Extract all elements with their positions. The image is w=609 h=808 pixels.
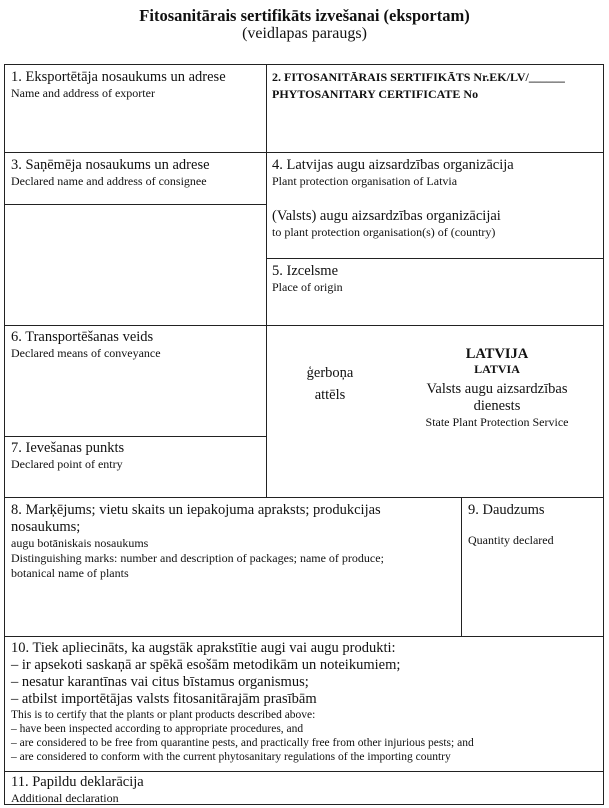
marks-label-lv-3: augu botāniskais nosaukums	[11, 536, 149, 550]
origin-label-lv: 5. Izcelsme	[272, 263, 339, 279]
box-quantity	[468, 502, 601, 548]
box-exporter	[11, 69, 263, 101]
marks-label-en-1: Distinguishing marks: number and description of packages; name of produce;	[11, 551, 384, 565]
marks-label-lv-2: nosaukums;	[11, 519, 81, 535]
exporter-label-en: Name and address of exporter	[11, 86, 155, 100]
additional-label-lv: 11. Papildu deklarācija	[11, 774, 144, 790]
country-name-en: LATVIA	[474, 362, 520, 376]
ppo-label-lv: 4. Latvijas augu aizsardzības organizācija	[272, 157, 514, 173]
certificate-number-lv: 2. FITOSANITĀRAIS SERTIFIKĀTS Nr.EK/LV/______	[272, 70, 565, 84]
box-marks-description	[11, 502, 459, 581]
emblem-line-1: ģerboņa	[306, 365, 354, 381]
service-name-en: State Plant Protection Service	[425, 415, 569, 429]
certification-en-1: This is to certify that the plants or plant products described above:	[11, 709, 316, 721]
emblem-line-2: attēls	[314, 387, 346, 403]
entry-label-en: Declared point of entry	[11, 457, 123, 471]
certification-lv-2: – ir apsekoti saskaņā ar spēkā esošām metodikām un noteikumiem;	[11, 657, 401, 673]
box-conveyance	[11, 329, 263, 361]
box-plant-protection-org	[272, 157, 602, 189]
conveyance-label-lv: 6. Transportēšanas veids	[11, 329, 154, 345]
country-name-lv: LATVIJA	[465, 346, 529, 362]
exporter-label-lv: 1. Eksportētāja nosaukums un adrese	[11, 69, 226, 85]
quantity-label-lv: 9. Daudzums	[468, 502, 545, 518]
box-additional-declaration	[11, 774, 601, 806]
form-title: Fitosanitārais sertifikāts izvešanai (eksportam)	[139, 6, 470, 25]
certification-en-4: – are considered to conform with the current phytosanitary regulations of the importing country	[11, 751, 451, 763]
certification-lv-3: – nesatur karantīnas vai citus bīstamus organismus;	[11, 674, 309, 690]
consignee-label-en: Declared name and address of consignee	[11, 174, 207, 188]
emblem-placeholder	[280, 362, 380, 406]
box-certification	[11, 640, 601, 764]
box-origin	[272, 263, 602, 295]
ppo-label-en: Plant protection organisation of Latvia	[272, 174, 458, 188]
box-point-of-entry	[11, 440, 263, 472]
destination-ppo-en: to plant protection organisation(s) of (country)	[272, 225, 496, 239]
issuing-authority	[400, 346, 594, 430]
origin-label-en: Place of origin	[272, 280, 343, 294]
service-name-lv-1: Valsts augu aizsardzības	[426, 381, 568, 397]
certification-lv-1: 10. Tiek apliecināts, ka augstāk aprakstītie augi vai augu produkti:	[11, 640, 396, 656]
marks-label-en-2: botanical name of plants	[11, 566, 129, 580]
destination-ppo-lv: (Valsts) augu aizsardzības organizācijai	[272, 208, 501, 224]
certification-en-3: – are considered to be free from quarantine pests, and practically free from other injurious pests; and	[11, 737, 474, 749]
quantity-label-en: Quantity declared	[468, 533, 554, 547]
additional-label-en: Additional declaration	[11, 791, 119, 805]
entry-label-lv: 7. Ievešanas punkts	[11, 440, 125, 456]
conveyance-label-en: Declared means of conveyance	[11, 346, 161, 360]
form-subtitle: (veidlapas paraugs)	[242, 25, 367, 42]
service-name-lv-2: dienests	[473, 398, 521, 414]
box-destination-ppo	[272, 208, 602, 240]
consignee-label-lv: 3. Saņēmēja nosaukums un adrese	[11, 157, 210, 173]
marks-label-lv-1: 8. Marķējums; vietu skaits un iepakojuma apraksts; produkcijas	[11, 502, 381, 518]
certification-en-2: – have been inspected according to appropriate procedures, and	[11, 723, 304, 735]
certificate-number-en: PHYTOSANITARY CERTIFICATE No	[272, 87, 479, 101]
certification-lv-4: – atbilst importētājas valsts fitosanitārajām prasībām	[11, 691, 317, 707]
box-consignee	[11, 157, 263, 189]
box-certificate-number	[272, 69, 602, 103]
